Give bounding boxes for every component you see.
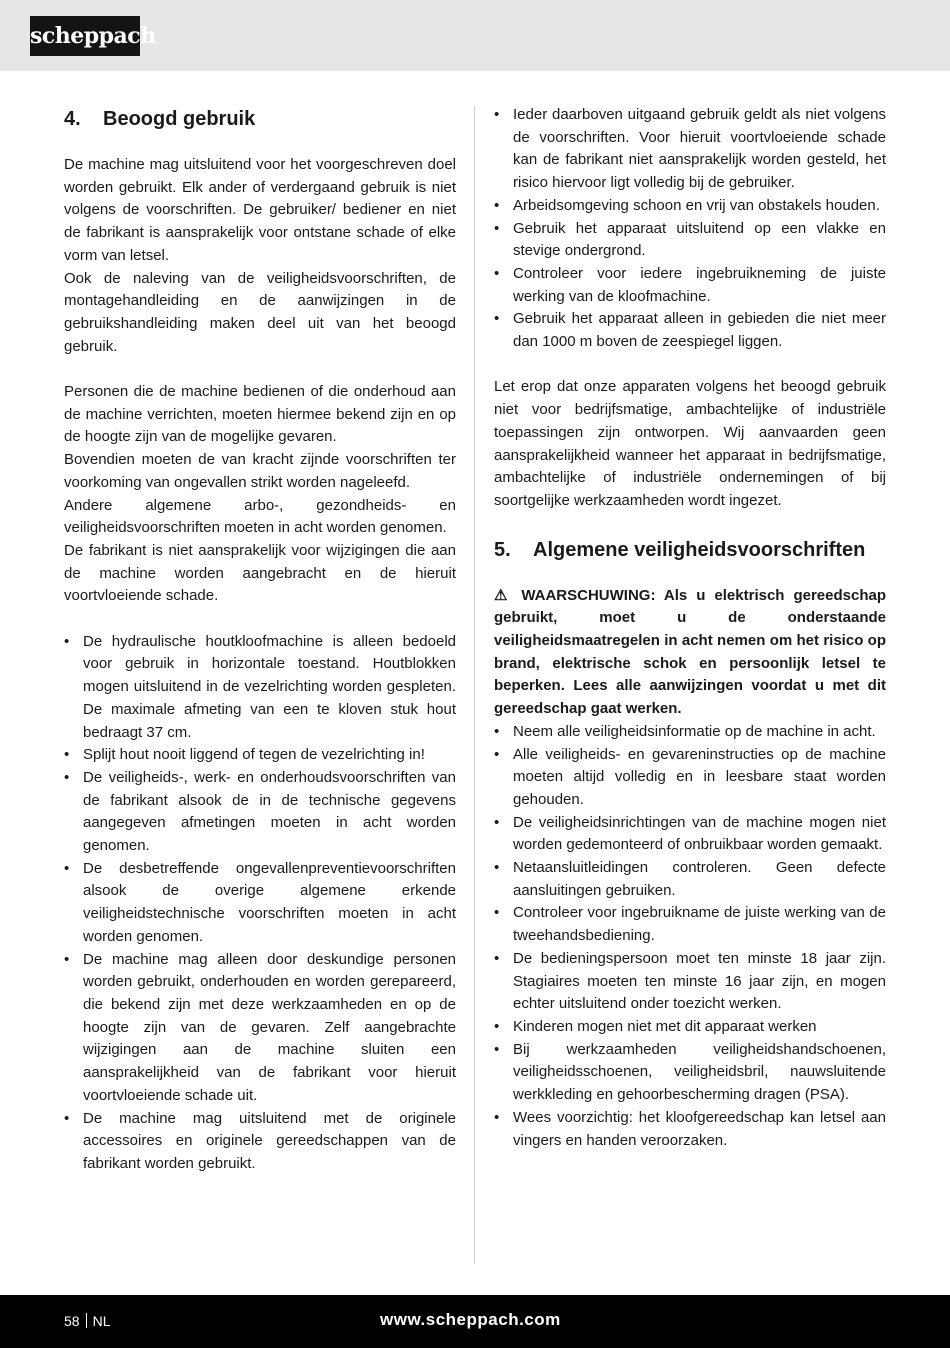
list-item: • Ieder daarboven uitgaand gebruik geldt als niet volgens de voorschriften. Voor hieruit voortvloeiende schade kan de fabrikant niet aansprakelijk worden gesteld, het risico hiervoor ligt volledig bij de gebruiker. bbox=[494, 104, 886, 195]
list-item: • De veiligheids-, werk- en onderhoudsvoorschriften van de fabrikant alsook de in de technische gegevens aangegeven afmetingen moeten in acht worden genomen. bbox=[64, 767, 456, 858]
page-number-label bbox=[64, 1311, 110, 1331]
usage-bullet-list bbox=[64, 631, 456, 1176]
warning-triangle-icon: ⚠ bbox=[494, 586, 513, 604]
usage-bullet-list-continued bbox=[494, 104, 886, 354]
separator bbox=[86, 1313, 87, 1328]
list-item: • De machine mag uitsluitend met de originele accessoires en originele gereedschappen van de fabrikant worden gebruikt. bbox=[64, 1108, 456, 1176]
section-4-number: 4. bbox=[64, 108, 81, 130]
left-column bbox=[64, 104, 456, 1176]
list-item: • Controleer voor ingebruikname de juiste werking van de tweehandsbediening. bbox=[494, 902, 886, 947]
paragraph: De fabrikant is niet aansprakelijk voor wijzigingen die aan de machine worden aangebracht en de hieruit voortvloeiende schade. bbox=[64, 541, 456, 605]
section-4-title: Beoogd gebruik bbox=[103, 108, 256, 130]
list-item: • De hydraulische houtkloofmachine is alleen bedoeld voor gebruik in horizontale toestand. Houtblokken mogen uitsluitend in de vezelrichting worden gespleten. De maximale afmeting van een te kloven stuk hout bedraagt 37 cm. bbox=[64, 631, 456, 745]
paragraph: Bovendien moeten de van kracht zijnde voorschriften ter voorkoming van ongevallen strikt worden nageleefd. bbox=[64, 451, 456, 491]
list-item: • Gebruik het apparaat uitsluitend op een vlakke en stevige ondergrond. bbox=[494, 218, 886, 263]
section-5-heading bbox=[494, 535, 886, 565]
paragraph: Ook de naleving van de veiligheidsvoorschriften, de montagehandleiding en de aanwijzingen in de gebruikshandleiding maken deel uit van het beoogd gebruik. bbox=[64, 269, 456, 355]
paragraph: Let erop dat onze apparaten volgens het beoogd gebruik niet voor bedrijfsmatige, ambachtelijke of industriële toepassingen zijn ontworpen. Wij aanvaarden geen aansprakelijkheid wanneer het apparaat in bedrijfsmatige, ambachtelijke of industriële ondernemingen of bij soortgelijke werkzaamheden wordt ingezet. bbox=[494, 378, 886, 509]
list-item: • Bij werkzaamheden veiligheidshandschoenen, veiligheidsschoenen, veiligheidsbril, nauwsluitende werkkleding en gehoorbescherming dragen (PSA). bbox=[494, 1039, 886, 1107]
section-5-number: 5. bbox=[494, 538, 511, 561]
safety-bullet-list bbox=[494, 721, 886, 1152]
list-item: • Splijt hout nooit liggend of tegen de vezelrichting in! bbox=[64, 744, 456, 767]
list-item: • Alle veiligheids- en gevareninstructies op de machine moeten altijd volledig en in leesbare staat worden gehouden. bbox=[494, 744, 886, 812]
paragraph: Andere algemene arbo-, gezondheids- en veiligheidsvoorschriften moeten in acht worden genomen. bbox=[64, 496, 456, 537]
list-item: • De desbetreffende ongevallenpreventievoorschriften alsook de overige algemene erkende veiligheidstechnische voorschriften moeten in acht worden genomen. bbox=[64, 858, 456, 949]
warning-paragraph bbox=[494, 585, 886, 721]
warning-text: WAARSCHUWING: Als u elektrisch gereedschap gebruikt, moet u de onderstaande veiligheidsmaatregelen in acht nemen om het risico op brand, elektrische schok en persoonlijk letsel te beperken. Lees alle aanwijzingen voordat u met dit gereedschap gaat werken. bbox=[494, 586, 887, 718]
right-column bbox=[494, 104, 886, 1152]
list-item: • De bedieningspersoon moet ten minste 18 jaar zijn. Stagiaires moeten ten minste 16 jaar zijn, en mogen echter uitsluitend onder toezicht werken. bbox=[494, 948, 886, 1016]
list-item: • De machine mag alleen door deskundige personen worden gebruikt, onderhouden en worden gerepareerd, die bekend zijn met deze werkzaamheden en op de hoogte zijn van de gevaren. Zelf aangebrachte wijzigingen aan de machine sluiten een aansprakelijkheid van de fabrikant voor hieruit voortvloeiende schade uit. bbox=[64, 949, 456, 1108]
list-item: • Netaansluitleidingen controleren. Geen defecte aansluitingen gebruiken. bbox=[494, 857, 886, 902]
list-item: • Kinderen mogen niet met dit apparaat werken bbox=[494, 1016, 886, 1039]
language-code: NL bbox=[92, 1313, 111, 1329]
list-item: • De veiligheidsinrichtingen van de machine mogen niet worden gedemonteerd of onbruikbaar worden gemaakt. bbox=[494, 812, 886, 857]
section-5-title: Algemene veiligheidsvoorschriften bbox=[533, 538, 866, 561]
paragraph: De machine mag uitsluitend voor het voorgeschreven doel worden gebruikt. Elk ander of verdergaand gebruik is niet volgens de voorschriften. De gebruiker/ bediener en niet de fabrikant is aansprakelijk voor ontstane schade of elke vorm van letsel. bbox=[64, 156, 456, 264]
list-item: • Gebruik het apparaat alleen in gebieden die niet meer dan 1000 m boven de zeespiegel liggen. bbox=[494, 308, 886, 353]
list-item: • Wees voorzichtig: het kloofgereedschap kan letsel aan vingers en handen veroorzaken. bbox=[494, 1107, 886, 1152]
list-item: • Neem alle veiligheidsinformatie op de machine in acht. bbox=[494, 721, 886, 744]
website-link[interactable]: www.scheppach.com bbox=[380, 1310, 561, 1329]
page-number: 58 bbox=[64, 1313, 80, 1329]
column-divider bbox=[474, 106, 475, 1264]
page-footer bbox=[0, 1295, 950, 1348]
section-4-heading bbox=[64, 104, 456, 134]
paragraph: Personen die de machine bedienen of die onderhoud aan de machine verrichten, moeten hiermee bekend zijn en op de hoogte zijn van de mogelijke gevaren. bbox=[64, 383, 456, 446]
page-header bbox=[0, 0, 950, 71]
list-item: • Arbeidsomgeving schoon en vrij van obstakels houden. bbox=[494, 195, 886, 218]
list-item: • Controleer voor iedere ingebruikneming de juiste werking van de kloofmachine. bbox=[494, 263, 886, 308]
brand-logo: scheppach bbox=[30, 16, 140, 56]
